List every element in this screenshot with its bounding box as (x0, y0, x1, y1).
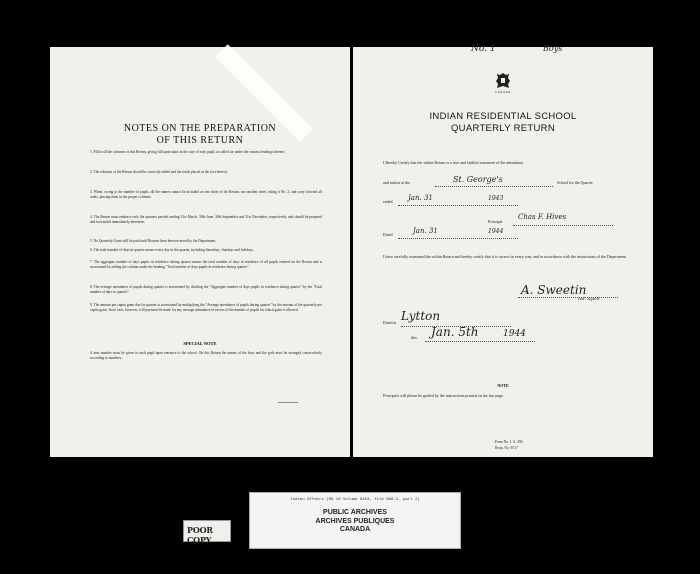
dated-value: Jan. 31 (413, 227, 438, 235)
note-text: Principals will please be guided by the instructions printed on the last page. (383, 393, 504, 398)
ended-date-value: Jan. 31 (408, 194, 433, 202)
note-paragraph: 6. The total number of days in quarter means every day in the quarter, including Saturdays, Sundays and holidays. (90, 248, 254, 252)
note-paragraph: 1. Fill in all the columns of this Return, giving full particulars in the case of each pupil, as called for under the various headings thereof. (90, 150, 286, 154)
dated-label: Dated (383, 232, 393, 237)
this-date-value: Jan. 5th (431, 325, 479, 339)
handwritten-number: No. 1 (471, 44, 496, 54)
ended-label: ended (383, 199, 393, 204)
special-note-text: A new number must be given to each pupil upon entrance to the school. On this Return the names of the boys and the girls must be arranged consecutively according to numbers. (90, 351, 322, 360)
archives-reference: Indian Affairs (RG 10 Volume 6453, file 886-5, part 2) (290, 498, 420, 502)
crest-label: CANADA (495, 90, 511, 94)
agent-title: Ind. Agent (578, 296, 600, 301)
right-page (353, 44, 653, 457)
archives-country: CANADA (339, 526, 371, 533)
archives-name-french: ARCHIVES PUBLIQUES (315, 517, 395, 525)
ended-year-value: 1943 (488, 195, 504, 202)
tuition-suffix: School for the Quarter (557, 180, 593, 185)
examined-text: I have carefully examined the within Return and hereby certify that it is correct in every way, and in accordance with the instructions of the Department. (383, 254, 627, 259)
dated-year-value: 1944 (488, 228, 504, 235)
stray-mark (278, 402, 298, 403)
poor-copy-stamp (183, 520, 231, 545)
requisition-number: Reqn. No. 6717 (495, 446, 518, 450)
note-paragraph: 2. The columns of the Return should be correctly added and the totals placed at the foot thereof. (90, 170, 228, 174)
note-paragraph: 5. No Quarterly Grant will be paid until Returns have been received by the Department. (90, 239, 217, 243)
return-title-line1: INDIAN RESIDENTIAL SCHOOL (429, 111, 577, 122)
principal-label: Principal (488, 219, 503, 224)
notes-title-line2: OF THIS RETURN (156, 135, 244, 146)
left-page (50, 47, 350, 457)
note-paragraph: 3. When, owing to the number of pupils, all the names cannot be included on one sheet of the Return, use another sheet, ruling it No. 2, and carry forward all totals, placing them in the proper columns. (90, 190, 322, 199)
this-year-value: 1944 (503, 329, 526, 339)
special-note-heading: SPECIAL NOTE (183, 341, 217, 346)
school-name-value: St. George's (453, 175, 503, 184)
principal-signature: Chas F. Hives (518, 213, 567, 221)
agent-signature: A. Sweetin (521, 283, 587, 297)
form-number: Form No. I. A. 456 (495, 440, 523, 444)
coat-of-arms-icon (494, 72, 512, 90)
this-label: this (411, 335, 417, 340)
note-paragraph: 9. The amount per capita grant due for quarter is ascertained by multiplying the "Average attendance of pupils during quarter" by the amount of the quarterly per capita grant. In no case, however, will payment be made for any average attendance in excess of the number of pupils for which grant is allowed. (90, 303, 322, 312)
poor-copy-text: POOR COPY (187, 525, 213, 545)
certify-text: I Hereby Certify that the within Return is a true and faithful statement of the attendance (383, 160, 524, 165)
note-heading: NOTE (497, 383, 509, 388)
note-paragraph: 4. The Return must embrace only the quarters periods ending 31st March, 30th June, 30th September and 31st December, respectively, and should be prepared and forwarded immediately thereafter. (90, 215, 322, 224)
handwritten-boys: Boys (543, 44, 563, 53)
notes-title-line1: NOTES ON THE PREPARATION (123, 123, 277, 134)
tuition-prefix: and tuition at the (383, 180, 410, 185)
dated-at-value: Lytton (401, 309, 441, 323)
note-paragraph: 7. The aggregate number of days pupils in residence during quarter means the total number of days in residence of all pupils entered on the Return and is ascertained by adding the column under the heading "Total number of days pupils in residence during quarter". (90, 260, 322, 269)
archives-label (249, 492, 461, 549)
archives-name-english: PUBLIC ARCHIVES (323, 509, 387, 516)
note-paragraph: 8. The average attendance of pupils during quarter is ascertained by dividing the "Aggregate number of days pupils in residence during quarter" by the "Total number of days in quarter". (90, 285, 322, 294)
return-title-line2: QUARTERLY RETURN (450, 123, 556, 134)
dated-at-label: Dated at (383, 320, 397, 325)
